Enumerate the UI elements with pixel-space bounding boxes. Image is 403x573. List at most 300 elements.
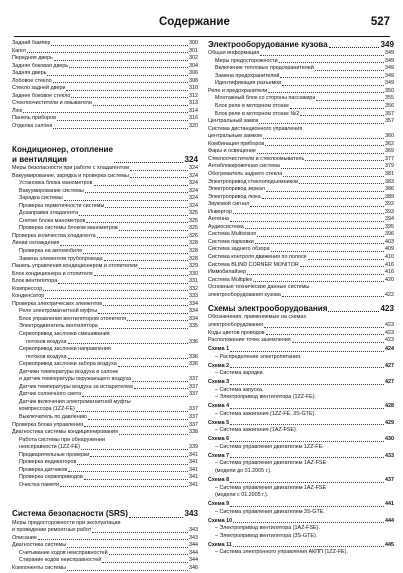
- dot-leader: [85, 192, 188, 193]
- toc-entry[interactable]: [208, 65, 394, 73]
- toc-entry[interactable]: [12, 286, 198, 294]
- dot-leader: [51, 45, 188, 46]
- dot-leader: [230, 424, 384, 425]
- dot-leader: [300, 266, 384, 267]
- entry-page-number: 332: [189, 285, 198, 292]
- dot-leader: [76, 411, 188, 412]
- entry-title: Датчик включения электромагнитной муфты: [19, 398, 131, 405]
- entry-title: Обогреватель заднего стекла: [208, 170, 283, 177]
- entry-title: Аудиосистема: [208, 223, 244, 230]
- entry-page-number: 324: [189, 195, 198, 202]
- dot-leader: [132, 381, 188, 382]
- entry-title: Проверка количества хладагента: [12, 232, 96, 239]
- entry-title: электрооборудования: [208, 322, 264, 328]
- toc-entry[interactable]: [12, 323, 198, 331]
- scheme-description: – Система управления двигателем 3S-GTE.: [215, 508, 325, 515]
- entry-title: Реле и предохранители: [208, 87, 268, 94]
- section-title: [12, 145, 113, 165]
- toc-entry[interactable]: [12, 467, 198, 475]
- toc-entry[interactable]: [12, 263, 198, 271]
- entry-page-number: 416: [385, 261, 394, 268]
- toc-entry[interactable]: [208, 262, 394, 270]
- dot-leader: [130, 177, 188, 178]
- toc-entry[interactable]: [208, 186, 394, 194]
- entry-title: Звуковой сигнал: [208, 201, 250, 208]
- toc-entry[interactable]: [12, 535, 198, 543]
- entry-title: потоков воздуха: [26, 353, 67, 360]
- scheme-heading[interactable]: [208, 346, 394, 354]
- scheme-description: – Электропривод вентилятора (3S-GTE).: [215, 532, 318, 539]
- scheme-heading[interactable]: [208, 403, 394, 411]
- toc-entry[interactable]: [12, 108, 198, 116]
- scheme-description: – Система управления двигателем 1AZ-FSE: [215, 484, 327, 491]
- scheme-description: – Система запуска.: [215, 386, 264, 393]
- entry-page-number: 329: [189, 263, 198, 270]
- toc-entry[interactable]: [208, 337, 394, 345]
- entry-title: Диагностика системы: [12, 542, 67, 549]
- entry-page-number: 357: [385, 110, 394, 117]
- entry-title: Проверка сервоприводов: [19, 474, 83, 481]
- toc-entry[interactable]: [208, 50, 394, 58]
- toc-entry[interactable]: [12, 40, 198, 48]
- dot-leader: [60, 245, 188, 246]
- dot-leader: [230, 457, 384, 458]
- toc-entry[interactable]: [12, 63, 198, 71]
- entry-title: Электропривод стеклоподъемников: [208, 178, 298, 185]
- dot-leader: [282, 85, 384, 86]
- entry-page-number: 304: [189, 62, 198, 69]
- scheme-heading[interactable]: [208, 453, 394, 461]
- entry-page-number: 377: [385, 155, 394, 162]
- toc-entry[interactable]: [12, 527, 198, 535]
- toc-entry[interactable]: [208, 269, 394, 277]
- entry-title: центральным замком: [208, 133, 262, 140]
- dot-leader: [38, 539, 188, 540]
- toc-entry[interactable]: [12, 391, 198, 399]
- entry-page-number: 410: [385, 253, 394, 260]
- entry-page-number: 330: [189, 270, 198, 277]
- scheme-heading[interactable]: [208, 436, 394, 444]
- toc-entry[interactable]: [12, 437, 198, 445]
- page-title: Содержание: [159, 16, 230, 28]
- toc-entry[interactable]: [208, 156, 394, 164]
- dot-leader: [305, 160, 384, 161]
- dot-leader: [292, 342, 384, 343]
- entry-page-number: 324: [189, 164, 198, 171]
- scheme-description: – Электропривод вентилятора (1ZZ-FE).: [215, 394, 317, 401]
- entry-title: Электродвигатель вентилятора: [19, 323, 98, 330]
- entry-page-number: 339: [189, 444, 198, 451]
- page-number: 527: [370, 16, 390, 28]
- entry-title: Блок вентилятора: [12, 278, 58, 285]
- section-page-number: 423: [380, 304, 394, 314]
- scheme-description: – Система зажигания (1ZZ-FE, 3S-GTE).: [215, 410, 316, 417]
- entry-title: Система дистанционного управления: [208, 125, 303, 132]
- toc-entry[interactable]: [12, 123, 198, 131]
- toc-entry[interactable]: [12, 225, 198, 233]
- toc-entry[interactable]: [208, 254, 394, 262]
- dot-leader: [69, 67, 188, 68]
- entry-title: Компоненты системы: [12, 564, 66, 571]
- entry-title: Предварительные проверки: [19, 451, 90, 458]
- entry-title: Меры предосторожности: [215, 57, 278, 64]
- toc-entry[interactable]: [208, 58, 394, 66]
- entry-page-number: 355: [385, 95, 394, 102]
- toc-entry[interactable]: [208, 148, 394, 156]
- entry-page-number: 379: [385, 163, 394, 170]
- toc-entry[interactable]: [12, 565, 198, 573]
- entry-page-number: 325: [189, 217, 198, 224]
- entry-title: Проверка индикаторов: [19, 459, 77, 466]
- toc-entry[interactable]: [12, 422, 198, 430]
- toc-entry[interactable]: [12, 361, 198, 369]
- entry-title: Основные технические данные системы: [208, 284, 310, 291]
- entry-title: Антиблокировочная система: [208, 163, 280, 170]
- entry-title: Система заднего обзора: [208, 246, 270, 253]
- entry-title: Диагностика системы кондиционирования: [12, 429, 118, 436]
- dot-leader: [300, 115, 384, 116]
- toc-entry[interactable]: [12, 85, 198, 93]
- scheme-description: (модели до 01.2005 г.).: [215, 467, 272, 474]
- dot-leader: [98, 313, 188, 314]
- entry-page-number: 349: [385, 72, 394, 79]
- dot-leader: [283, 176, 384, 177]
- entry-page-number: 341: [189, 481, 198, 488]
- toc-entry[interactable]: [12, 346, 198, 354]
- toc-entry[interactable]: [208, 216, 394, 224]
- entry-page-number: 333: [189, 293, 198, 300]
- dot-leader: [43, 290, 188, 291]
- dot-leader: [230, 441, 384, 442]
- entry-title: Инвертор: [208, 208, 232, 215]
- toc-entry[interactable]: [208, 246, 394, 254]
- dot-leader: [79, 215, 188, 216]
- entry-page-number: 336: [189, 338, 198, 345]
- dot-leader: [279, 62, 384, 63]
- scheme-heading[interactable]: [208, 379, 394, 387]
- scheme-heading[interactable]: [208, 420, 394, 428]
- toc-entry[interactable]: [208, 330, 394, 338]
- entry-title: Комбинация приборов: [208, 140, 265, 147]
- entry-title: Задняя боковая дверь: [12, 62, 69, 69]
- dot-leader: [66, 90, 188, 91]
- entry-title: Общая информация: [208, 50, 260, 57]
- dot-leader: [88, 419, 188, 420]
- toc-entry[interactable]: [12, 399, 198, 407]
- dot-leader: [281, 168, 384, 169]
- section-title-line: и вентиляция: [12, 154, 67, 164]
- toc-entry[interactable]: [12, 240, 198, 248]
- entry-title: неисправности (1ZZ-FE): [19, 444, 80, 451]
- entry-title: Схема 1: [208, 346, 230, 353]
- entry-title: Проверка электрических элементов: [12, 300, 103, 307]
- entry-page-number: 337: [189, 414, 198, 421]
- dot-leader: [68, 343, 188, 344]
- toc-entry[interactable]: [12, 233, 198, 241]
- toc-entry[interactable]: [208, 118, 394, 126]
- entry-page-number: 433: [385, 452, 394, 459]
- entry-title: Коды цветов проводов: [208, 329, 265, 336]
- scheme-description: (модели с 01.2005 г.).: [215, 492, 269, 499]
- toc-entry[interactable]: [12, 452, 198, 460]
- toc-entry[interactable]: [12, 520, 198, 528]
- entry-page-number: 429: [385, 419, 394, 426]
- entry-title: Зарядка системы: [19, 195, 63, 202]
- dot-leader: [316, 100, 384, 101]
- entry-page-number: 350: [385, 87, 394, 94]
- entry-page-number: 324: [189, 202, 198, 209]
- entry-page-number: 335: [189, 323, 198, 330]
- toc-entry[interactable]: [208, 231, 394, 239]
- toc-entry[interactable]: [12, 301, 198, 309]
- entry-page-number: 344: [189, 542, 198, 549]
- toc-entry[interactable]: [208, 209, 394, 217]
- toc-entry[interactable]: [12, 369, 198, 377]
- toc-entry[interactable]: [12, 256, 198, 264]
- entry-title: Компрессор: [12, 285, 43, 292]
- dot-leader: [81, 449, 188, 450]
- toc-entry[interactable]: [12, 188, 198, 196]
- dot-leader: [266, 191, 384, 192]
- toc-entry[interactable]: [208, 314, 394, 322]
- dot-leader: [257, 153, 384, 154]
- toc-entry[interactable]: [12, 70, 198, 78]
- entry-title: Датчик солнечного света: [19, 391, 82, 398]
- entry-title: Система BLIND CORNER MONITOR: [208, 261, 299, 268]
- dot-leader: [290, 108, 384, 109]
- toc-entry[interactable]: [12, 203, 198, 211]
- toc-entry[interactable]: [12, 218, 198, 226]
- toc-entry[interactable]: [12, 180, 198, 188]
- toc-entry[interactable]: [12, 308, 198, 316]
- scheme-heading[interactable]: [208, 542, 394, 550]
- dot-leader: [250, 206, 384, 207]
- entry-title: Стеклоочистители и омыватели: [12, 100, 92, 107]
- toc-entry[interactable]: [12, 354, 198, 362]
- entry-title: Люк: [12, 107, 22, 114]
- toc-entry[interactable]: [208, 80, 394, 88]
- toc-entry[interactable]: [208, 284, 394, 292]
- entry-page-number: 338: [189, 429, 198, 436]
- dot-leader: [93, 105, 188, 106]
- toc-entry[interactable]: [12, 482, 198, 490]
- toc-entry[interactable]: [12, 165, 198, 173]
- toc-entry[interactable]: [12, 550, 198, 558]
- entry-title: Электропривод зеркал: [208, 186, 266, 193]
- entry-page-number: 341: [189, 451, 198, 458]
- toc-entry[interactable]: [12, 278, 198, 286]
- entry-page-number: 389: [385, 193, 394, 200]
- dot-leader: [271, 251, 384, 252]
- toc-entry[interactable]: [12, 339, 198, 347]
- dot-leader: [82, 396, 188, 397]
- toc-entry[interactable]: [208, 292, 394, 300]
- toc-entry[interactable]: [12, 78, 198, 86]
- entry-title: и проведении ремонтных работ: [12, 527, 92, 534]
- toc-entry[interactable]: [12, 444, 198, 452]
- entry-title: Задняя дверь: [12, 70, 47, 77]
- scheme-heading[interactable]: [208, 501, 394, 509]
- entry-page-number: 334: [189, 308, 198, 315]
- entry-title: Сервопривод заслонки забора воздуха: [19, 361, 117, 368]
- entry-page-number: 346: [189, 564, 198, 571]
- toc-entry[interactable]: [208, 224, 394, 232]
- scheme-description: – Система зажигания (1AZ-FSE).: [215, 427, 298, 434]
- toc-entry[interactable]: [12, 414, 198, 422]
- toc-entry[interactable]: [208, 126, 394, 134]
- entry-page-number: 344: [189, 549, 198, 556]
- dot-leader: [130, 170, 188, 171]
- dot-leader: [134, 388, 188, 389]
- toc-entry[interactable]: [12, 210, 198, 218]
- dot-leader: [119, 230, 188, 231]
- dot-leader: [266, 334, 384, 335]
- toc-entry[interactable]: [12, 384, 198, 392]
- toc-entry[interactable]: [12, 55, 198, 63]
- entry-page-number: 302: [189, 55, 198, 62]
- entry-title: Схема 8: [208, 476, 230, 483]
- entry-title: Отделка салона: [12, 123, 53, 130]
- entry-title: Вакуумирование системы: [19, 187, 84, 194]
- entry-page-number: 310: [189, 85, 198, 92]
- toc-entry[interactable]: [208, 194, 394, 202]
- toc-entry[interactable]: [12, 406, 198, 414]
- entry-title: и датчик температуры окружающего воздуха: [19, 376, 132, 383]
- entry-page-number: 357: [385, 118, 394, 125]
- entry-page-number: 313: [189, 100, 198, 107]
- entry-page-number: 386: [385, 186, 394, 193]
- toc-section-heading[interactable]: [12, 509, 198, 519]
- toc-entry[interactable]: [12, 316, 198, 324]
- dot-leader: [97, 237, 188, 238]
- dot-leader: [47, 75, 188, 76]
- entry-title: Монтажный блок со стороны пассажира: [215, 95, 316, 102]
- entry-title: Проверка на автомобиле: [19, 247, 83, 254]
- toc-entry[interactable]: [208, 133, 394, 141]
- dot-leader: [268, 92, 384, 93]
- toc-entry[interactable]: [208, 95, 394, 103]
- entry-title: Конденсатор: [12, 293, 45, 300]
- section-title-line: Кондиционер, отопление: [12, 144, 113, 154]
- entry-page-number: 326: [189, 232, 198, 239]
- entry-page-number: 325: [189, 225, 198, 232]
- toc-entry[interactable]: [12, 271, 198, 279]
- entry-page-number: 444: [385, 517, 394, 524]
- dot-leader: [64, 200, 188, 201]
- toc-entry[interactable]: [12, 48, 198, 56]
- section-title: Система безопасности (SRS): [12, 509, 128, 519]
- toc-entry[interactable]: [12, 248, 198, 256]
- dot-leader: [315, 70, 384, 71]
- toc-entry[interactable]: [208, 163, 394, 171]
- toc-section-heading[interactable]: [12, 145, 198, 165]
- entry-page-number: 312: [189, 92, 198, 99]
- entry-title: Панель управления кондиционером и отопителем: [12, 263, 138, 270]
- toc-entry[interactable]: [208, 239, 394, 247]
- toc-entry[interactable]: [208, 141, 394, 149]
- scheme-heading[interactable]: [208, 518, 394, 526]
- toc-entry[interactable]: [208, 103, 394, 111]
- toc-entry[interactable]: [12, 173, 198, 181]
- toc-entry[interactable]: [12, 195, 198, 203]
- dot-leader: [53, 128, 188, 129]
- toc-entry[interactable]: [12, 429, 198, 437]
- dot-leader: [105, 207, 188, 208]
- dot-leader: [328, 311, 379, 312]
- toc-entry[interactable]: [12, 331, 198, 339]
- scheme-heading[interactable]: [208, 477, 394, 485]
- entry-title: Расположение точек заземления: [208, 337, 291, 344]
- toc-entry[interactable]: [208, 277, 394, 285]
- toc-section-heading[interactable]: [208, 304, 394, 314]
- dot-leader: [60, 486, 188, 487]
- toc-entry[interactable]: [12, 93, 198, 101]
- entry-title: Схема 9: [208, 501, 230, 508]
- toc-entry[interactable]: [12, 376, 198, 384]
- dot-leader: [71, 97, 188, 98]
- entry-title: Проверка блока управления: [12, 421, 84, 428]
- entry-title: Блок кондиционера и отопителя: [12, 270, 93, 277]
- entry-page-number: 337: [189, 391, 198, 398]
- toc-entry[interactable]: [12, 293, 198, 301]
- entry-page-number: 349: [385, 50, 394, 57]
- toc-entry[interactable]: [12, 459, 198, 467]
- toc-entry[interactable]: [208, 171, 394, 179]
- entry-title: Проверка системы блоком манометров: [19, 225, 118, 232]
- toc-entry[interactable]: [208, 111, 394, 119]
- entry-title: Реле электромагнитной муфты: [19, 308, 98, 315]
- dot-leader: [257, 236, 384, 237]
- toc-entry[interactable]: [12, 115, 198, 123]
- entry-page-number: 337: [189, 406, 198, 413]
- entry-page-number: 337: [189, 376, 198, 383]
- toc-entry[interactable]: [12, 542, 198, 550]
- toc-entry[interactable]: [208, 179, 394, 187]
- toc-entry[interactable]: [208, 73, 394, 81]
- toc-entry[interactable]: [12, 474, 198, 482]
- dot-leader: [67, 547, 188, 548]
- entry-title: Схема 11: [208, 541, 232, 548]
- entry-page-number: 349: [385, 80, 394, 87]
- toc-entry[interactable]: [12, 557, 198, 565]
- entry-title: Лобовое стекло: [12, 77, 52, 84]
- entry-page-number: 300: [189, 40, 198, 46]
- toc-column-right: [208, 40, 394, 557]
- toc-entry[interactable]: [12, 100, 198, 108]
- toc-entry[interactable]: [208, 201, 394, 209]
- entry-title: Схема 4: [208, 403, 230, 410]
- entry-page-number: 343: [189, 534, 198, 541]
- dot-leader: [94, 185, 188, 186]
- toc-entry[interactable]: [208, 88, 394, 96]
- dot-leader: [99, 328, 188, 329]
- entry-page-number: 328: [189, 240, 198, 247]
- entry-page-number: 403: [385, 238, 394, 245]
- toc-entry[interactable]: [208, 322, 394, 330]
- entry-page-number: 369: [385, 148, 394, 155]
- scheme-heading[interactable]: [208, 363, 394, 371]
- entry-page-number: 393: [385, 208, 394, 215]
- dot-leader: [84, 426, 188, 427]
- entry-page-number: 337: [189, 383, 198, 390]
- entry-page-number: 334: [189, 315, 198, 322]
- entry-title: Иммобилайзер: [208, 269, 246, 276]
- toc-section-heading[interactable]: [208, 40, 394, 50]
- entry-page-number: 420: [385, 276, 394, 283]
- entry-page-number: 349: [385, 57, 394, 64]
- entry-title: Центральный замок: [208, 118, 259, 125]
- entry-title: Идентификация разъемов: [215, 80, 282, 87]
